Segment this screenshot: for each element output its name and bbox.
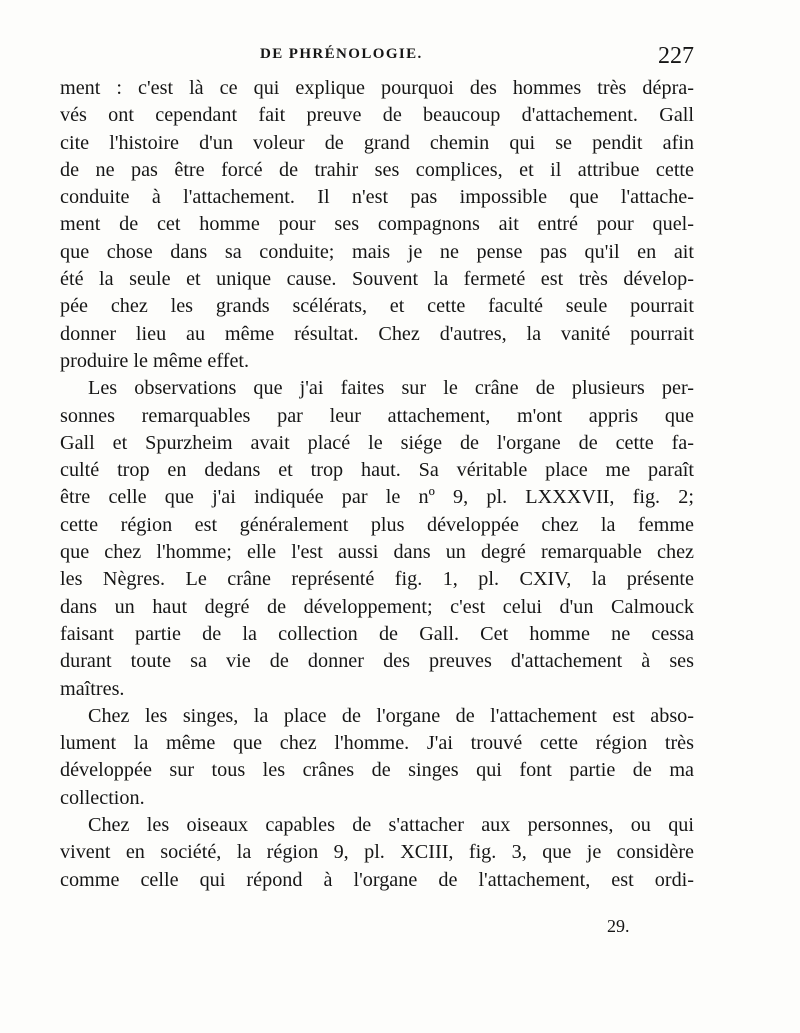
text-line: comme celle qui répond à l'organe de l'attachement, est ordi- (60, 868, 694, 891)
running-title: DE PHRÉNOLOGIE. (260, 46, 423, 62)
text-line: Les observations que j'ai faites sur le crâne de plusieurs per- (88, 377, 694, 400)
text-line: développée sur tous les crânes de singes qui font partie de ma (60, 759, 694, 782)
text-line: pée chez les grands scélérats, et cette faculté seule pourrait (60, 295, 694, 318)
text-line: culté trop en dedans et trop haut. Sa véritable place me paraît (60, 459, 694, 482)
text-line: lument la même que chez l'homme. J'ai trouvé cette région très (60, 732, 694, 755)
text-line: Chez les oiseaux capables de s'attacher aux personnes, ou qui (88, 814, 694, 837)
text-line: faisant partie de la collection de Gall. Cet homme ne cessa (60, 622, 694, 645)
text-line: produire le même effet. (60, 349, 250, 372)
text-line: ment : c'est là ce qui explique pourquoi des hommes très dépra- (60, 77, 694, 99)
body-text (60, 75, 694, 894)
text-line: dans un haut degré de développement; c'est celui d'un Calmouck (60, 595, 694, 618)
text-line: les Nègres. Le crâne représenté fig. 1, pl. CXIV, la présente (60, 568, 694, 591)
page-number: 227 (658, 43, 694, 69)
text-line: vés ont cependant fait preuve de beaucoup d'attachement. Gall (60, 104, 694, 127)
signature-mark: 29. (607, 916, 630, 936)
text-line: que chez l'homme; elle l'est aussi dans un degré remarquable chez (60, 541, 694, 564)
text-line: été la seule et unique cause. Souvent la fermeté est très dévelop- (60, 268, 694, 291)
text-line: sonnes remarquables par leur attachement, m'ont appris que (60, 404, 694, 427)
text-line: collection. (60, 786, 145, 809)
text-line: Chez les singes, la place de l'organe de l'attachement est abso- (88, 704, 694, 727)
page-header (60, 43, 694, 76)
text-line: maîtres. (60, 677, 125, 700)
text-line: que chose dans sa conduite; mais je ne pense pas qu'il en ait (60, 240, 694, 263)
text-line: de ne pas être forcé de trahir ses complices, et il attribue cette (60, 158, 694, 181)
text-line: durant toute sa vie de donner des preuves d'attachement à ses (60, 650, 694, 673)
text-line: être celle que j'ai indiquée par le nº 9, pl. LXXXVII, fig. 2; (60, 486, 694, 509)
text-line: vivent en société, la région 9, pl. XCIII, fig. 3, que je considère (60, 841, 694, 864)
text-line: cette région est généralement plus développée chez la femme (60, 513, 694, 536)
text-line: cite l'histoire d'un voleur de grand chemin qui se pendit afin (60, 131, 694, 154)
text-line: conduite à l'attachement. Il n'est pas impossible que l'attache- (60, 186, 694, 209)
text-line: Gall et Spurzheim avait placé le siége de l'organe de cette fa- (60, 431, 694, 454)
text-line: ment de cet homme pour ses compagnons ait entré pour quel- (60, 213, 694, 236)
text-line: donner lieu au même résultat. Chez d'autres, la vanité pourrait (60, 322, 694, 345)
